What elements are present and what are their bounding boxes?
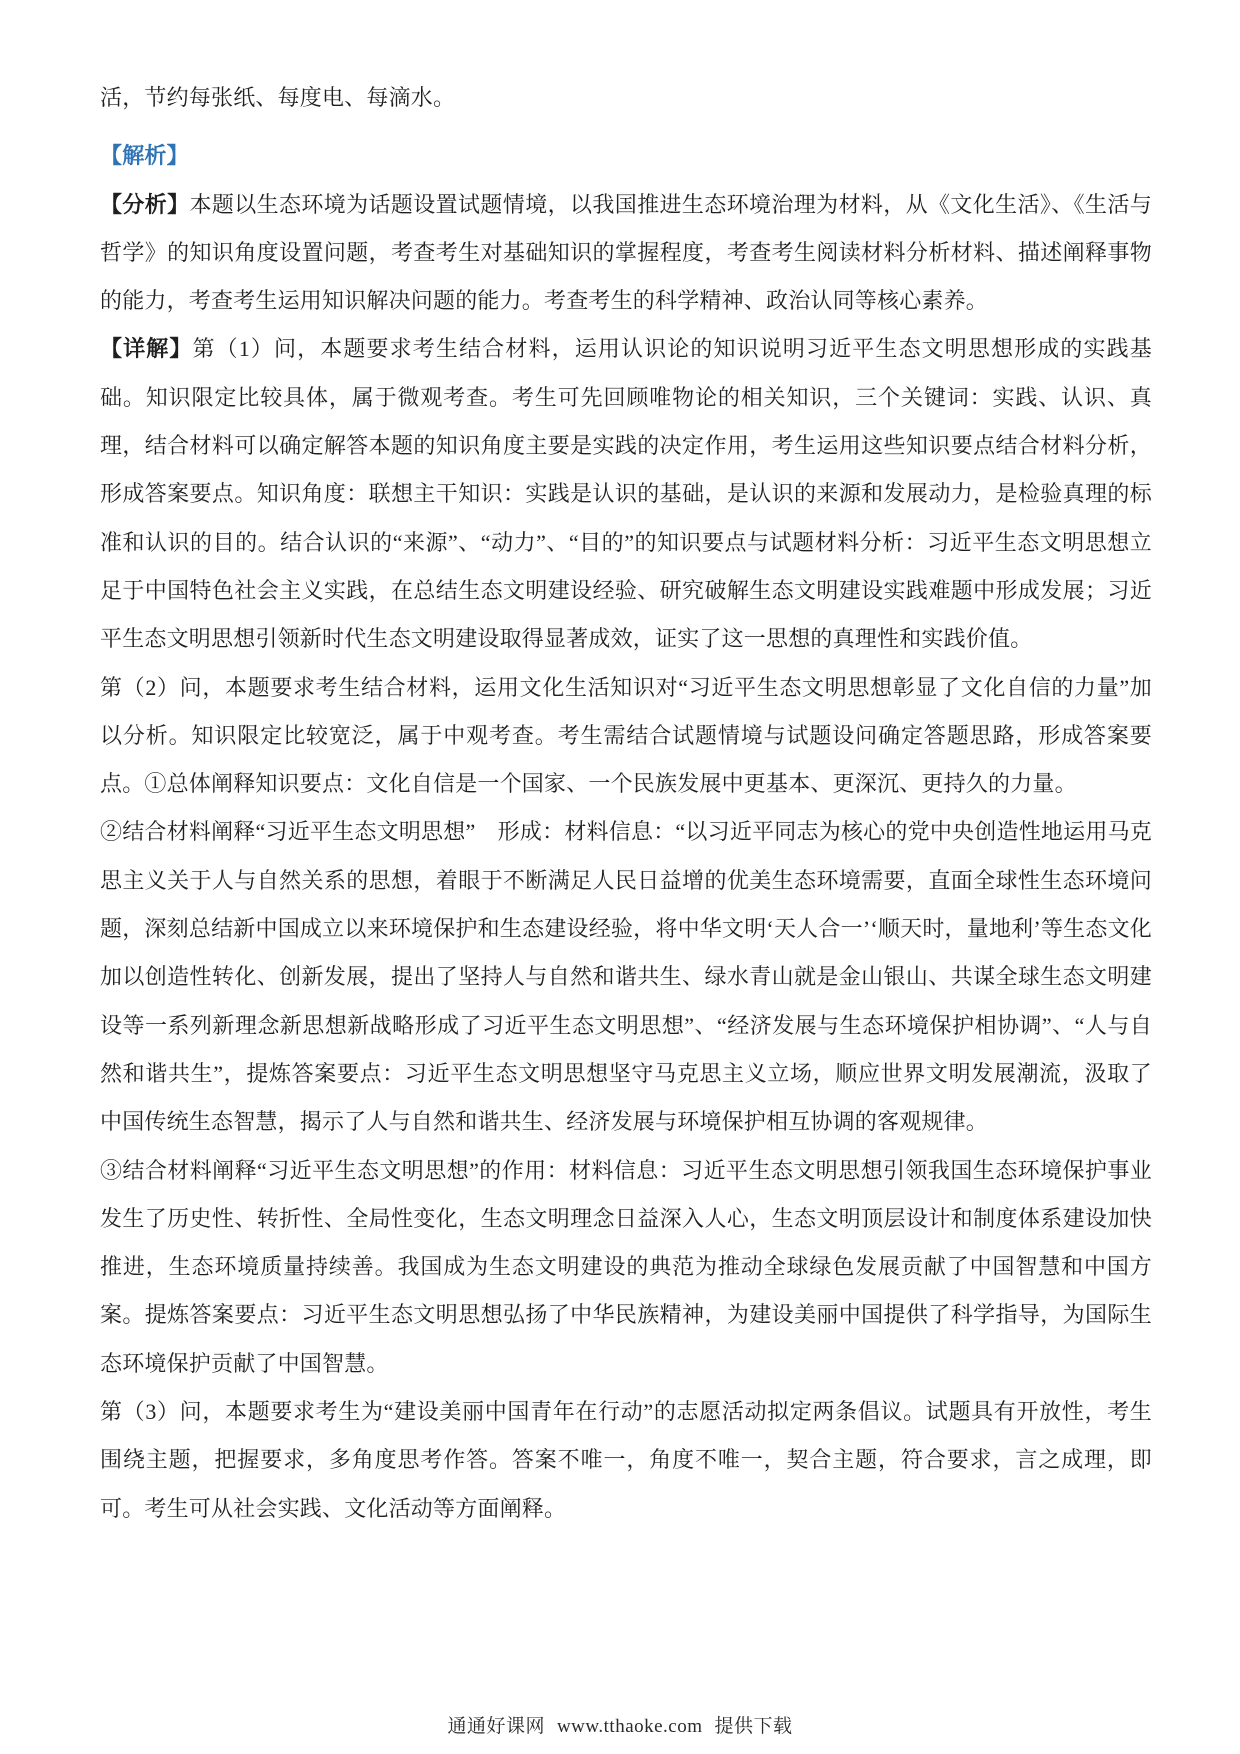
fenxi-label: 【分析】: [100, 191, 190, 217]
page-footer: [0, 1711, 1240, 1738]
paragraph-point-3: ③结合材料阐释“习近平生态文明思想”的作用：材料信息：习近平生态文明思想引领我国生态环境保护事业发生了历史性、转折性、全局性变化，生态文明理念日益深入人心，生态文明顶层设计和制度体系建设加快推进，生态环境质量持续善。我国成为生态文明建设的典范为推动全球绿色发展贡献了中国智慧和中国方案。提炼答案要点：习近平生态文明思想弘扬了中华民族精神，为建设美丽中国提供了科学指导，为国际生态环境保护贡献了中国智慧。: [100, 1157, 1152, 1376]
footer-url: www.tthaoke.com: [556, 1716, 703, 1737]
footer-download-note: 提供下载: [714, 1716, 793, 1737]
document-body: [100, 74, 1152, 1533]
fenxi-text: 本题以生态环境为话题设置试题情境，以我国推进生态环境治理为材料，从《文化生活》、《生活与哲学》的知识角度设置问题，考查考生对基础知识的掌握程度，考查考生阅读材料分析材料、描述阐释事物的能力，考查考生运用知识解决问题的能力。考查考生的科学精神、政治认同等核心素养。: [100, 191, 1152, 314]
footer-site-name: 通通好课网: [447, 1716, 545, 1737]
xiangjie-label: 【详解】: [100, 336, 193, 362]
paragraph-fenxi: [100, 181, 1152, 326]
section-label-jiexi: 【解析】: [100, 143, 189, 169]
paragraph-continuation: 活，节约每张纸、每度电、每滴水。: [100, 85, 456, 110]
xiangjie-q1-text: 第（1）问，本题要求考生结合材料，运用认识论的知识说明习近平生态文明思想形成的实践基础。知识限定比较具体，属于微观考查。考生可先回顾唯物论的相关知识，三个关键词：实践、认识、真理，结合材料可以确定解答本题的知识角度主要是实践的决定作用，考生运用这些知识要点结合材料分析，形成答案要点。知识角度：联想主干知识：实践是认识的基础，是认识的来源和发展动力，是检验真理的标准和认识的目的。结合认识的“来源”、“动力”、“目的”的知识要点与试题材料分析：习近平生态文明思想立足于中国特色社会主义实践，在总结生态文明建设经验、研究破解生态文明建设实践难题中形成发展；习近平生态文明思想引领新时代生态文明建设取得显著成效，证实了这一思想的真理性和实践价值。: [100, 336, 1152, 652]
paragraph-xiangjie-q3: 第（3）问，本题要求考生为“建设美丽中国青年在行动”的志愿活动拟定两条倡议。试题具有开放性，考生围绕主题，把握要求，多角度思考作答。答案不唯一，角度不唯一，契合主题，符合要求，言之成理，即可。考生可从社会实践、文化活动等方面阐释。: [100, 1399, 1152, 1521]
paragraph-point-2: ②结合材料阐释“习近平生态文明思想” 形成：材料信息：“以习近平同志为核心的党中央创造性地运用马克思主义关于人与自然关系的思想，着眼于不断满足人民日益增的优美生态环境需要，直面全球性生态环境问题，深刻总结新中国成立以来环境保护和生态建设经验，将中华文明‘天人合一’‘顺天时，量地利’等生态文化加以创造性转化、创新发展，提出了坚持人与自然和谐共生、绿水青山就是金山银山、共谋全球生态文明建设等一系列新理念新思想新战略形成了习近平生态文明思想”、“经济发展与生态环境保护相协调”、“人与自然和谐共生”，提炼答案要点：习近平生态文明思想坚守马克思主义立场，顺应世界文明发展潮流，汲取了中国传统生态智慧，揭示了人与自然和谐共生、经济发展与环境保护相互协调的客观规律。: [100, 819, 1152, 1135]
paragraph-xiangjie-q1: [100, 325, 1152, 663]
paragraph-xiangjie-q2: 第（2）问，本题要求考生结合材料，运用文化生活知识对“习近平生态文明思想彰显了文化自信的力量”加以分析。知识限定比较宽泛，属于中观考查。考生需结合试题情境与试题设问确定答题思路，形成答案要点。①总体阐释知识要点：文化自信是一个国家、一个民族发展中更基本、更深沉、更持久的力量。: [100, 674, 1152, 797]
